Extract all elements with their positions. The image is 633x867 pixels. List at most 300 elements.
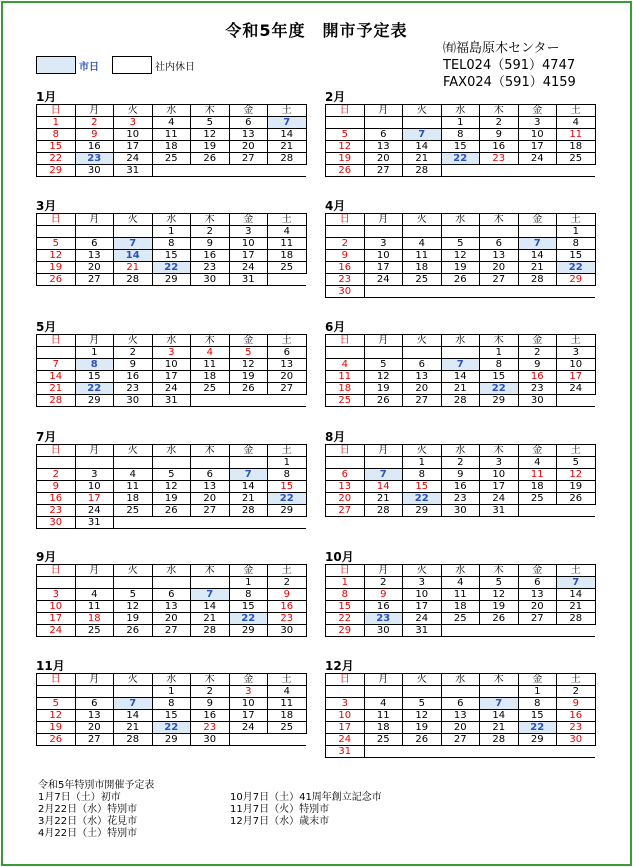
day-cell: 16: [518, 371, 557, 383]
empty-day: [518, 286, 557, 298]
month-title: 6月: [325, 320, 346, 334]
empty-day: [37, 686, 76, 698]
day-cell: 9: [191, 698, 230, 710]
day-cell: 26: [480, 613, 519, 625]
day-cell: 3: [75, 469, 114, 481]
day-cell: 5: [191, 117, 230, 129]
weekday-header: 土: [557, 565, 596, 577]
weekday-header: 火: [403, 214, 442, 226]
day-cell: 25: [364, 734, 403, 746]
day-cell: 15: [441, 141, 480, 153]
day-cell: 16: [191, 710, 230, 722]
month-calendar: [36, 90, 307, 177]
empty-day: [518, 625, 557, 637]
weekday-header: 日: [326, 565, 365, 577]
day-cell: 22: [152, 262, 191, 274]
day-cell: 21: [364, 493, 403, 505]
day-cell: 9: [364, 589, 403, 601]
weekday-header: 火: [114, 445, 153, 457]
month-calendar: [325, 320, 596, 407]
weekday-header: 水: [152, 105, 191, 117]
empty-day: [191, 165, 230, 177]
empty-day: [441, 347, 480, 359]
empty-day: [518, 226, 557, 238]
weekday-header: 土: [557, 445, 596, 457]
day-cell: 3: [229, 686, 268, 698]
weekday-header: 火: [403, 565, 442, 577]
weekday-header: 月: [75, 335, 114, 347]
weekday-header: 日: [37, 674, 76, 686]
day-cell: 24: [229, 262, 268, 274]
day-cell: 10: [114, 129, 153, 141]
day-cell: 29: [518, 734, 557, 746]
day-cell: 24: [518, 153, 557, 165]
empty-day: [480, 625, 519, 637]
empty-day: [75, 686, 114, 698]
day-cell: 1: [480, 347, 519, 359]
day-cell: 8: [480, 359, 519, 371]
day-cell: 5: [229, 347, 268, 359]
empty-day: [326, 457, 365, 469]
day-cell: 26: [403, 734, 442, 746]
day-cell: 11: [268, 698, 307, 710]
day-cell: 19: [37, 722, 76, 734]
weekday-header: 火: [403, 445, 442, 457]
weekday-header: 木: [191, 214, 230, 226]
weekday-header: 日: [326, 674, 365, 686]
day-cell: 6: [518, 577, 557, 589]
day-cell: 28: [37, 395, 76, 407]
special-list-right: [230, 792, 422, 840]
day-cell: 26: [37, 274, 76, 286]
day-cell: 16: [268, 601, 307, 613]
day-cell: 13: [229, 129, 268, 141]
day-cell: 1: [75, 347, 114, 359]
day-cell: 25: [191, 383, 230, 395]
day-cell: 20: [152, 613, 191, 625]
day-cell: 26: [152, 505, 191, 517]
day-cell: 19: [37, 262, 76, 274]
day-cell: 21: [518, 262, 557, 274]
weekday-header: 火: [114, 335, 153, 347]
day-cell: 4: [152, 117, 191, 129]
weekday-header: 金: [518, 565, 557, 577]
day-cell: 10: [152, 359, 191, 371]
day-cell: 10: [229, 238, 268, 250]
month-calendar: [325, 430, 596, 517]
day-cell: 10: [229, 698, 268, 710]
day-cell: 15: [229, 601, 268, 613]
day-cell: 14: [518, 250, 557, 262]
empty-day: [480, 686, 519, 698]
weekday-header: 木: [191, 445, 230, 457]
day-cell: 8: [229, 589, 268, 601]
day-cell: 3: [480, 457, 519, 469]
day-cell: 14: [557, 589, 596, 601]
month-title: 4月: [325, 199, 346, 213]
empty-day: [152, 577, 191, 589]
day-cell: 8: [557, 238, 596, 250]
weekday-header: 土: [557, 674, 596, 686]
weekday-header: 水: [441, 674, 480, 686]
day-cell: 1: [403, 457, 442, 469]
day-cell: 12: [37, 710, 76, 722]
day-cell: 7: [557, 577, 596, 589]
day-cell: 19: [441, 262, 480, 274]
day-cell: 1: [326, 577, 365, 589]
day-cell: 24: [557, 383, 596, 395]
day-cell: 22: [326, 613, 365, 625]
weekday-header: 木: [480, 445, 519, 457]
special-market-item: 10月7日（土）41周年創立記念市: [230, 792, 382, 803]
day-cell: 2: [518, 347, 557, 359]
day-cell: 20: [518, 601, 557, 613]
day-cell: 23: [557, 722, 596, 734]
day-cell: 9: [191, 238, 230, 250]
day-cell: 16: [191, 250, 230, 262]
day-cell: 3: [37, 589, 76, 601]
day-cell: 5: [37, 238, 76, 250]
day-cell: 19: [364, 383, 403, 395]
day-cell: 24: [480, 493, 519, 505]
day-cell: 21: [114, 722, 153, 734]
day-cell: 28: [364, 505, 403, 517]
day-cell: 12: [480, 589, 519, 601]
day-cell: 5: [37, 698, 76, 710]
day-cell: 25: [441, 613, 480, 625]
weekday-header: 火: [403, 674, 442, 686]
day-cell: 11: [152, 129, 191, 141]
day-cell: 9: [518, 359, 557, 371]
weekday-header: 月: [75, 565, 114, 577]
empty-day: [480, 165, 519, 177]
day-cell: 13: [191, 481, 230, 493]
day-cell: 23: [518, 383, 557, 395]
day-cell: 5: [152, 469, 191, 481]
day-cell: 23: [37, 505, 76, 517]
month-calendar: [36, 659, 307, 746]
day-cell: 29: [268, 505, 307, 517]
day-cell: 12: [229, 359, 268, 371]
weekday-header: 土: [557, 214, 596, 226]
day-cell: 23: [75, 153, 114, 165]
day-cell: 10: [480, 469, 519, 481]
month-title: 12月: [325, 659, 354, 673]
day-cell: 23: [268, 613, 307, 625]
day-cell: 10: [557, 359, 596, 371]
day-cell: 9: [268, 589, 307, 601]
day-cell: 3: [114, 117, 153, 129]
empty-day: [403, 117, 442, 129]
day-cell: 12: [403, 710, 442, 722]
day-cell: 27: [326, 505, 365, 517]
day-cell: 8: [37, 129, 76, 141]
weekday-header: 月: [364, 335, 403, 347]
market-swatch: [36, 56, 76, 74]
weekday-header: 日: [326, 105, 365, 117]
day-cell: 27: [518, 613, 557, 625]
weekday-header: 水: [441, 105, 480, 117]
day-cell: 20: [75, 262, 114, 274]
month-calendar: [325, 550, 596, 637]
empty-day: [229, 165, 268, 177]
day-cell: 13: [441, 710, 480, 722]
empty-day: [75, 457, 114, 469]
day-cell: 10: [326, 710, 365, 722]
day-cell: 1: [152, 226, 191, 238]
weekday-header: 木: [191, 335, 230, 347]
day-cell: 23: [480, 153, 519, 165]
day-cell: 27: [191, 505, 230, 517]
day-cell: 24: [229, 722, 268, 734]
weekday-header: 日: [326, 214, 365, 226]
day-cell: 6: [268, 347, 307, 359]
day-cell: 6: [75, 698, 114, 710]
day-cell: 19: [152, 493, 191, 505]
day-cell: 15: [37, 141, 76, 153]
day-cell: 21: [191, 613, 230, 625]
day-cell: 25: [268, 722, 307, 734]
day-cell: 18: [191, 371, 230, 383]
day-cell: 27: [364, 165, 403, 177]
empty-day: [326, 226, 365, 238]
weekday-header: 土: [268, 565, 307, 577]
weekday-header: 月: [75, 445, 114, 457]
day-cell: 23: [326, 274, 365, 286]
day-cell: 21: [268, 141, 307, 153]
day-cell: 28: [268, 153, 307, 165]
day-cell: 15: [75, 371, 114, 383]
day-cell: 28: [403, 165, 442, 177]
day-cell: 18: [75, 613, 114, 625]
company-tel: TEL024（591）4747: [443, 58, 576, 73]
empty-day: [191, 517, 230, 529]
day-cell: 15: [403, 481, 442, 493]
empty-day: [191, 457, 230, 469]
day-cell: 17: [326, 722, 365, 734]
day-cell: 3: [518, 117, 557, 129]
day-cell: 10: [403, 589, 442, 601]
day-cell: 5: [557, 457, 596, 469]
empty-day: [37, 347, 76, 359]
day-cell: 22: [75, 383, 114, 395]
day-cell: 2: [191, 686, 230, 698]
day-cell: 26: [114, 625, 153, 637]
day-cell: 24: [403, 613, 442, 625]
day-cell: 2: [268, 577, 307, 589]
day-cell: 7: [114, 238, 153, 250]
day-cell: 11: [191, 359, 230, 371]
empty-day: [229, 517, 268, 529]
day-cell: 13: [268, 359, 307, 371]
day-cell: 17: [480, 481, 519, 493]
empty-day: [364, 117, 403, 129]
day-cell: 31: [75, 517, 114, 529]
day-cell: 28: [557, 613, 596, 625]
empty-day: [114, 457, 153, 469]
weekday-header: 木: [480, 105, 519, 117]
empty-day: [326, 686, 365, 698]
empty-day: [37, 226, 76, 238]
day-cell: 13: [518, 589, 557, 601]
day-cell: 22: [403, 493, 442, 505]
day-cell: 19: [480, 601, 519, 613]
day-cell: 24: [37, 625, 76, 637]
day-cell: 4: [441, 577, 480, 589]
day-cell: 16: [557, 710, 596, 722]
day-cell: 4: [403, 238, 442, 250]
day-cell: 23: [191, 722, 230, 734]
day-cell: 1: [268, 457, 307, 469]
day-cell: 12: [152, 481, 191, 493]
day-cell: 29: [152, 734, 191, 746]
weekday-header: 月: [364, 565, 403, 577]
empty-day: [152, 165, 191, 177]
empty-day: [229, 734, 268, 746]
day-cell: 26: [191, 153, 230, 165]
empty-day: [114, 517, 153, 529]
day-cell: 13: [152, 601, 191, 613]
day-cell: 25: [326, 395, 365, 407]
day-cell: 7: [191, 589, 230, 601]
day-cell: 16: [364, 601, 403, 613]
day-cell: 16: [75, 141, 114, 153]
day-cell: 15: [326, 601, 365, 613]
day-cell: 1: [518, 686, 557, 698]
day-cell: 12: [557, 469, 596, 481]
weekday-header: 金: [229, 674, 268, 686]
day-cell: 1: [557, 226, 596, 238]
weekday-header: 月: [75, 214, 114, 226]
month-calendar: [36, 550, 307, 637]
day-cell: 8: [326, 589, 365, 601]
day-cell: 22: [37, 153, 76, 165]
day-cell: 11: [441, 589, 480, 601]
empty-day: [114, 226, 153, 238]
day-cell: 19: [403, 722, 442, 734]
day-cell: 21: [403, 153, 442, 165]
day-cell: 12: [37, 250, 76, 262]
empty-day: [441, 625, 480, 637]
day-cell: 31: [229, 274, 268, 286]
day-cell: 31: [114, 165, 153, 177]
weekday-header: 月: [364, 445, 403, 457]
special-list-left: [38, 792, 230, 840]
empty-day: [518, 165, 557, 177]
empty-day: [441, 165, 480, 177]
day-cell: 20: [403, 383, 442, 395]
company-name: ㈲福島原木センター: [443, 41, 560, 56]
day-cell: 7: [364, 469, 403, 481]
day-cell: 30: [518, 395, 557, 407]
day-cell: 17: [37, 613, 76, 625]
weekday-header: 土: [268, 105, 307, 117]
day-cell: 11: [518, 469, 557, 481]
day-cell: 6: [403, 359, 442, 371]
day-cell: 23: [191, 262, 230, 274]
empty-day: [114, 577, 153, 589]
day-cell: 4: [268, 686, 307, 698]
day-cell: 5: [326, 129, 365, 141]
day-cell: 26: [557, 493, 596, 505]
day-cell: 17: [229, 710, 268, 722]
day-cell: 5: [480, 577, 519, 589]
weekday-header: 土: [268, 674, 307, 686]
day-cell: 25: [557, 153, 596, 165]
day-cell: 8: [441, 129, 480, 141]
day-cell: 13: [75, 250, 114, 262]
day-cell: 14: [441, 371, 480, 383]
day-cell: 22: [441, 153, 480, 165]
special-heading: 令和5年特別市開催予定表: [38, 780, 155, 791]
weekday-header: 金: [229, 445, 268, 457]
weekday-header: 日: [326, 335, 365, 347]
day-cell: 2: [326, 238, 365, 250]
day-cell: 27: [75, 734, 114, 746]
day-cell: 18: [557, 141, 596, 153]
day-cell: 23: [364, 613, 403, 625]
empty-day: [518, 746, 557, 758]
special-market-item: 12月7日（水）歳末市: [230, 816, 330, 827]
day-cell: 21: [441, 383, 480, 395]
day-cell: 30: [557, 734, 596, 746]
weekday-header: 金: [229, 214, 268, 226]
day-cell: 13: [75, 710, 114, 722]
day-cell: 12: [364, 371, 403, 383]
month-calendar: [36, 430, 307, 529]
day-cell: 18: [152, 141, 191, 153]
empty-day: [557, 286, 596, 298]
weekday-header: 木: [191, 674, 230, 686]
weekday-header: 金: [229, 105, 268, 117]
weekday-header: 土: [268, 214, 307, 226]
day-cell: 10: [364, 250, 403, 262]
empty-day: [441, 286, 480, 298]
day-cell: 6: [441, 698, 480, 710]
day-cell: 30: [326, 286, 365, 298]
day-cell: 17: [229, 250, 268, 262]
special-market-item: 11月7日（火）特別市: [230, 804, 330, 815]
empty-day: [37, 577, 76, 589]
day-cell: 16: [37, 493, 76, 505]
weekday-header: 金: [229, 565, 268, 577]
day-cell: 26: [364, 395, 403, 407]
day-cell: 14: [37, 371, 76, 383]
legend-closed: [112, 56, 195, 74]
day-cell: 31: [152, 395, 191, 407]
day-cell: 11: [326, 371, 365, 383]
day-cell: 7: [229, 469, 268, 481]
empty-day: [268, 734, 307, 746]
day-cell: 2: [114, 347, 153, 359]
day-cell: 19: [229, 371, 268, 383]
day-cell: 25: [114, 505, 153, 517]
day-cell: 23: [114, 383, 153, 395]
day-cell: 25: [75, 625, 114, 637]
month-title: 3月: [36, 199, 57, 213]
day-cell: 19: [114, 613, 153, 625]
weekday-header: 火: [403, 335, 442, 347]
day-cell: 13: [480, 250, 519, 262]
empty-day: [480, 226, 519, 238]
day-cell: 11: [403, 250, 442, 262]
day-cell: 3: [152, 347, 191, 359]
weekday-header: 日: [37, 565, 76, 577]
day-cell: 4: [364, 698, 403, 710]
weekday-header: 金: [518, 674, 557, 686]
day-cell: 30: [191, 274, 230, 286]
day-cell: 7: [268, 117, 307, 129]
